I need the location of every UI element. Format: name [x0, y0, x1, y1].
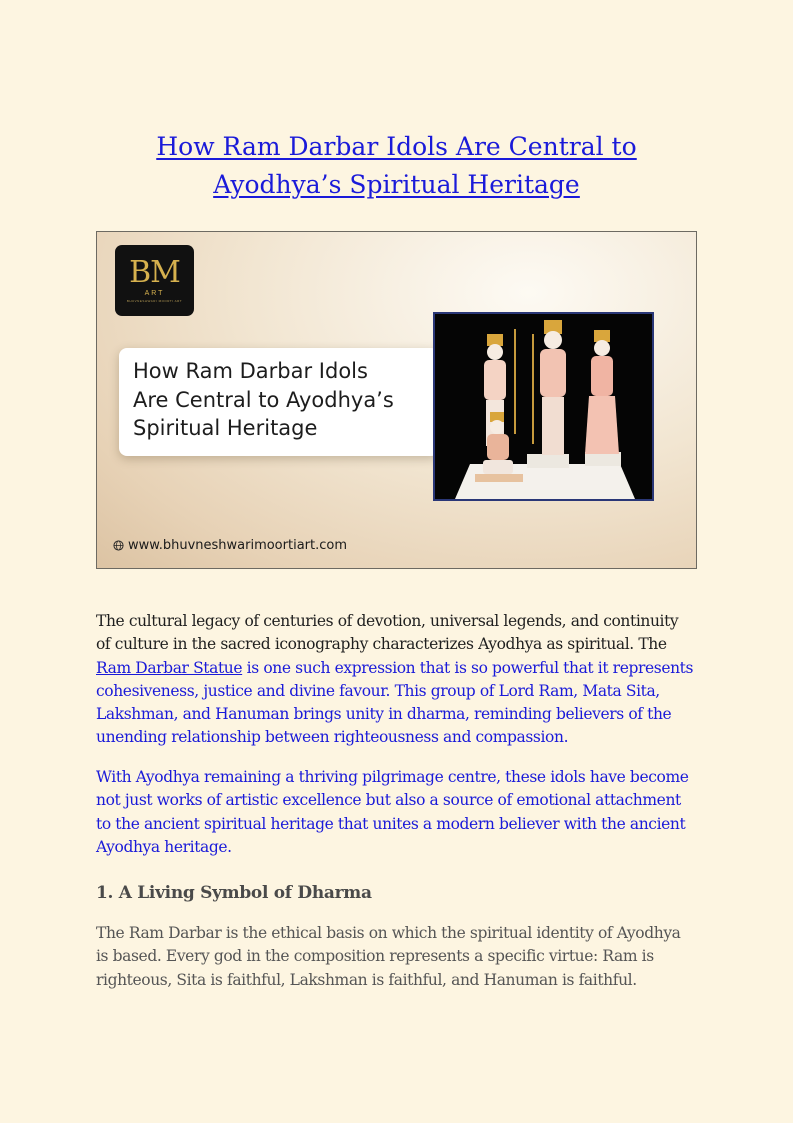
hero-card-title: How Ram Darbar Idols Are Central to Ayodhya’s Spiritual Heritage [133, 359, 394, 440]
intro-text-end: is one such expression that is so powerful that it represents cohesiveness, justice and divine favour. This group of Lord Ram, Mata Sita, Lakshman, and Hanuman brings unity in dharma, reminding believers of the unending relationship between righteousness and compassion. [96, 658, 694, 747]
idols-illustration [435, 314, 652, 499]
hero-banner-image [96, 231, 697, 569]
ram-darbar-idols-photo [433, 312, 654, 501]
logo-tagline: BHUVNESHWARI MOORTI ART [126, 299, 183, 303]
dharma-paragraph: The Ram Darbar is the ethical basis on which the spiritual identity of Ayodhya is based. Every god in the composition represents a specific virtue: Ram is righteous, Sita is faithful, Lakshman is faithful, and Hanuman is faithful. [96, 924, 681, 989]
section-heading-dharma: 1. A Living Symbol of Dharma [96, 883, 372, 903]
ram-darbar-statue-link[interactable]: Ram Darbar Statue [96, 658, 243, 677]
globe-icon [113, 540, 124, 551]
hero-title-card [119, 348, 439, 456]
website-url: www.bhuvneshwarimoortiart.com [128, 538, 347, 553]
document-title[interactable] [96, 128, 697, 204]
logo-monogram: BM [129, 255, 180, 290]
intro-text-start: The cultural legacy of centuries of devotion, universal legends, and continuity of culture in the sacred iconography characterizes Ayodhya as spiritual. The [96, 612, 679, 654]
logo-subtitle: ART [144, 290, 165, 297]
website-watermark [113, 538, 347, 553]
brand-logo [115, 245, 194, 316]
intro-paragraph [96, 610, 694, 750]
pilgrimage-paragraph: With Ayodhya remaining a thriving pilgrimage centre, these idols have become not just works of artistic excellence but also a source of emotional attachment to the ancient spiritual heritage that unites a modern believer with the ancient Ayodhya heritage. [96, 768, 689, 856]
document-title-link[interactable]: How Ram Darbar Idols Are Central to Ayodhya’s Spiritual Heritage [156, 132, 637, 199]
